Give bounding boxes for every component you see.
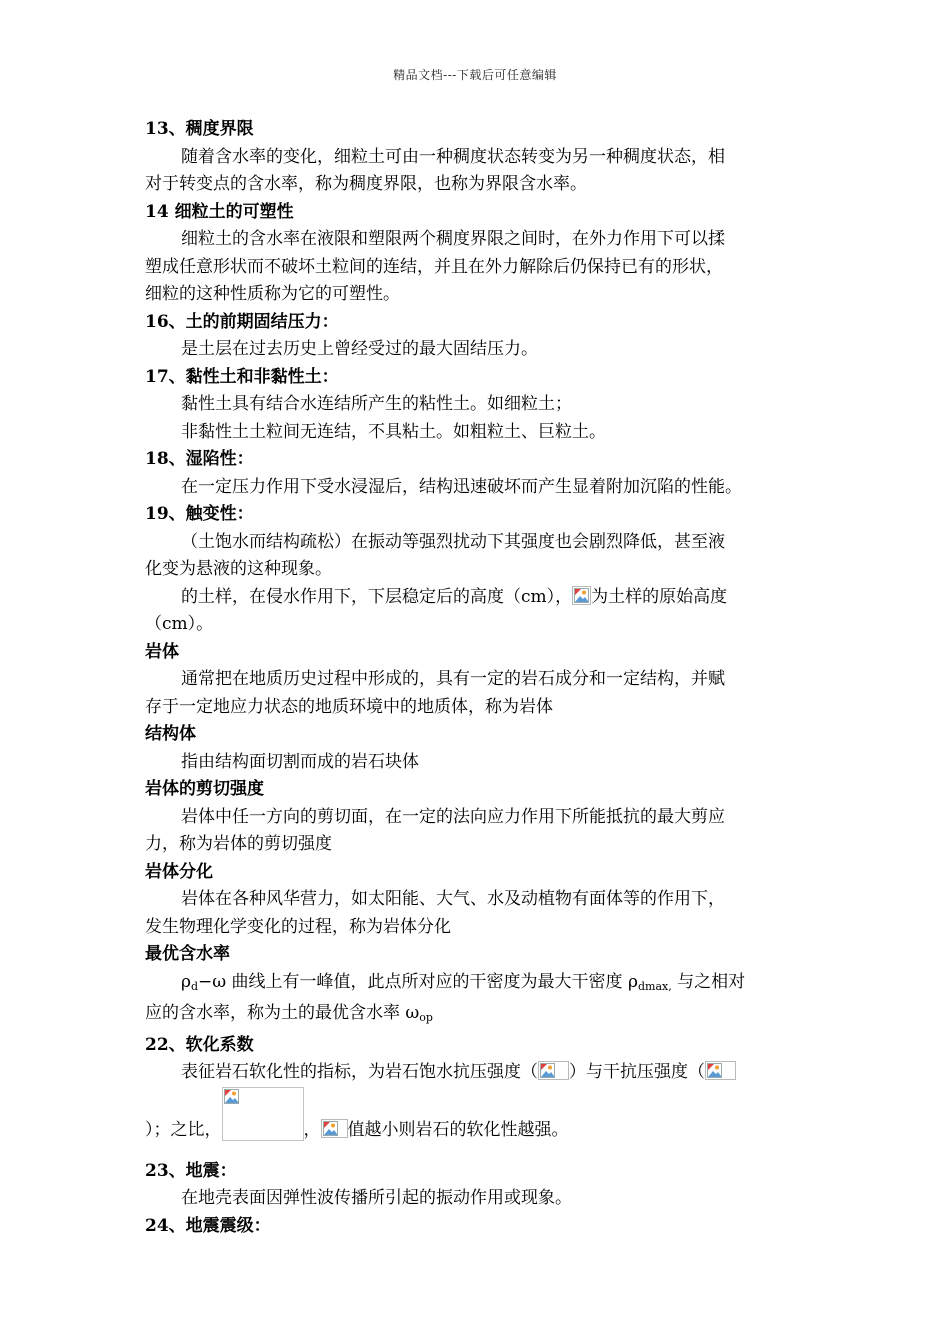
section-19-title: 19、触变性： <box>145 504 254 524</box>
broken-image-icon <box>321 1119 348 1138</box>
section-18-line-1: 在一定压力作用下受水浸湿后，结构迅速破坏而产生显着附加沉陷的性能。 <box>181 476 742 497</box>
section-17-title: 17、黏性土和非黏性土： <box>145 366 339 387</box>
section-22-line-1a: 表征岩石软化性的指标，为岩石饱水抗压强度（ <box>181 1062 538 1082</box>
weathering-title: 岩体分化 <box>145 861 213 882</box>
section-14-line-3: 细粒的这种性质称为它的可塑性。 <box>145 284 400 304</box>
section-22-title: 22、软化系数 <box>145 1034 254 1055</box>
section-19-line-3a: 的土样，在侵水作用下，下层稳定后的高度（cm）， <box>181 586 573 607</box>
rock-mass-line-1: 通常把在地质历史过程中形成的，具有一定的岩石成分和一定结构，并赋 <box>181 669 725 689</box>
section-23-line-1: 在地壳表面因弹性波传播所引起的振动作用或现象。 <box>181 1188 572 1208</box>
section-19-line-1: （土饱水而结构疏松）在振动等强烈扰动下其强度也会剧烈降低，甚至液 <box>181 531 725 552</box>
section-14-line-2: 塑成任意形状而不破坏土粒间的连结，并且在外力解除后仍保持已有的形状， <box>145 256 723 277</box>
optimal-moisture-title: 最优含水率 <box>145 944 230 964</box>
broken-image-icon <box>222 1087 304 1141</box>
subscript-dmax: dmax, <box>637 979 672 993</box>
section-17-line-1: 黏性土具有结合水连结所产生的粘性土。如细粒土； <box>181 394 572 414</box>
broken-image-icon <box>572 586 591 605</box>
rho-symbol: ρ <box>181 971 191 992</box>
structure-body-title: 结构体 <box>145 724 196 744</box>
section-19-line-2: 化变为悬液的这种现象。 <box>145 559 332 579</box>
weathering-line-1: 岩体在各种风华营力，如太阳能、大气、水及动植物有面体等的作用下， <box>181 889 725 909</box>
section-19-line-4: （cm）。 <box>145 614 214 634</box>
curve-text: −ω 曲线上有一峰值，此点所对应的干密度为最大干密度 ρ <box>198 971 638 992</box>
rock-mass-line-2: 存于一定地应力状态的地质环境中的地质体，称为岩体 <box>145 696 553 717</box>
section-16-line-1: 是土层在过去历史上曾经受过的最大固结压力。 <box>181 339 538 359</box>
section-13-line-2: 对于转变点的含水率，称为稠度界限，也称为界限含水率。 <box>145 174 587 194</box>
section-14-title: 14 细粒土的可塑性 <box>145 201 294 222</box>
section-22-line-2a: ）；之比， <box>145 1119 222 1140</box>
weathering-line-2: 发生物理化学变化的过程，称为岩体分化 <box>145 916 451 937</box>
shear-strength-line-1: 岩体中任一方向的剪切面，在一定的法向应力作用下所能抵抗的最大剪应 <box>181 806 725 827</box>
section-19-line-3 <box>145 584 810 612</box>
section-19-line-3b: 为土样的原始高度 <box>591 586 728 607</box>
section-13-line-1: 随着含水率的变化，细粒土可由一种稠度状态转变为另一种稠度状态，相 <box>181 146 725 167</box>
section-14-line-1: 细粒土的含水率在液限和塑限两个稠度界限之间时，在外力作用下可以揉 <box>181 229 725 249</box>
section-17-line-2: 非黏性土土粒间无连结，不具粘土。如粗粒土、巨粒土。 <box>181 421 606 442</box>
section-23-title: 23、地震： <box>145 1160 237 1181</box>
optimal-moisture-line-2 <box>145 1000 810 1032</box>
section-22-line-2 <box>145 1087 810 1158</box>
section-24-title: 24、地震震级： <box>145 1215 271 1236</box>
rock-mass-title: 岩体 <box>145 641 179 662</box>
shear-strength-line-2: 力，称为岩体的剪切强度 <box>145 834 332 854</box>
optimal-line-2-text: 应的含水率，称为土的最优含水率 ω <box>145 1003 420 1023</box>
section-22-line-2c: 值越小则岩石的软化性越强。 <box>347 1119 569 1140</box>
shear-strength-title: 岩体的剪切强度 <box>145 779 264 799</box>
subscript-op: op <box>419 1011 433 1024</box>
structure-body-line-1: 指由结构面切割而成的岩石块体 <box>181 751 419 772</box>
section-13-title: 13、稠度界限 <box>145 119 254 139</box>
section-22-line-1b: ）与干抗压强度（ <box>569 1062 705 1082</box>
optimal-moisture-line-1 <box>145 969 810 1001</box>
page-header: 精品文档---下载后可任意编辑 <box>393 68 557 82</box>
broken-image-icon <box>538 1061 569 1080</box>
document-body <box>145 116 810 1240</box>
section-18-title: 18、湿陷性： <box>145 449 254 469</box>
section-22-line-2b: ， <box>303 1119 321 1140</box>
broken-image-icon <box>705 1061 736 1080</box>
section-22-line-1 <box>145 1059 810 1087</box>
section-16-title: 16、土的前期固结压力： <box>145 311 339 332</box>
optimal-line-1-tail: 与之相对 <box>671 971 746 992</box>
subscript-d: d <box>191 979 199 993</box>
